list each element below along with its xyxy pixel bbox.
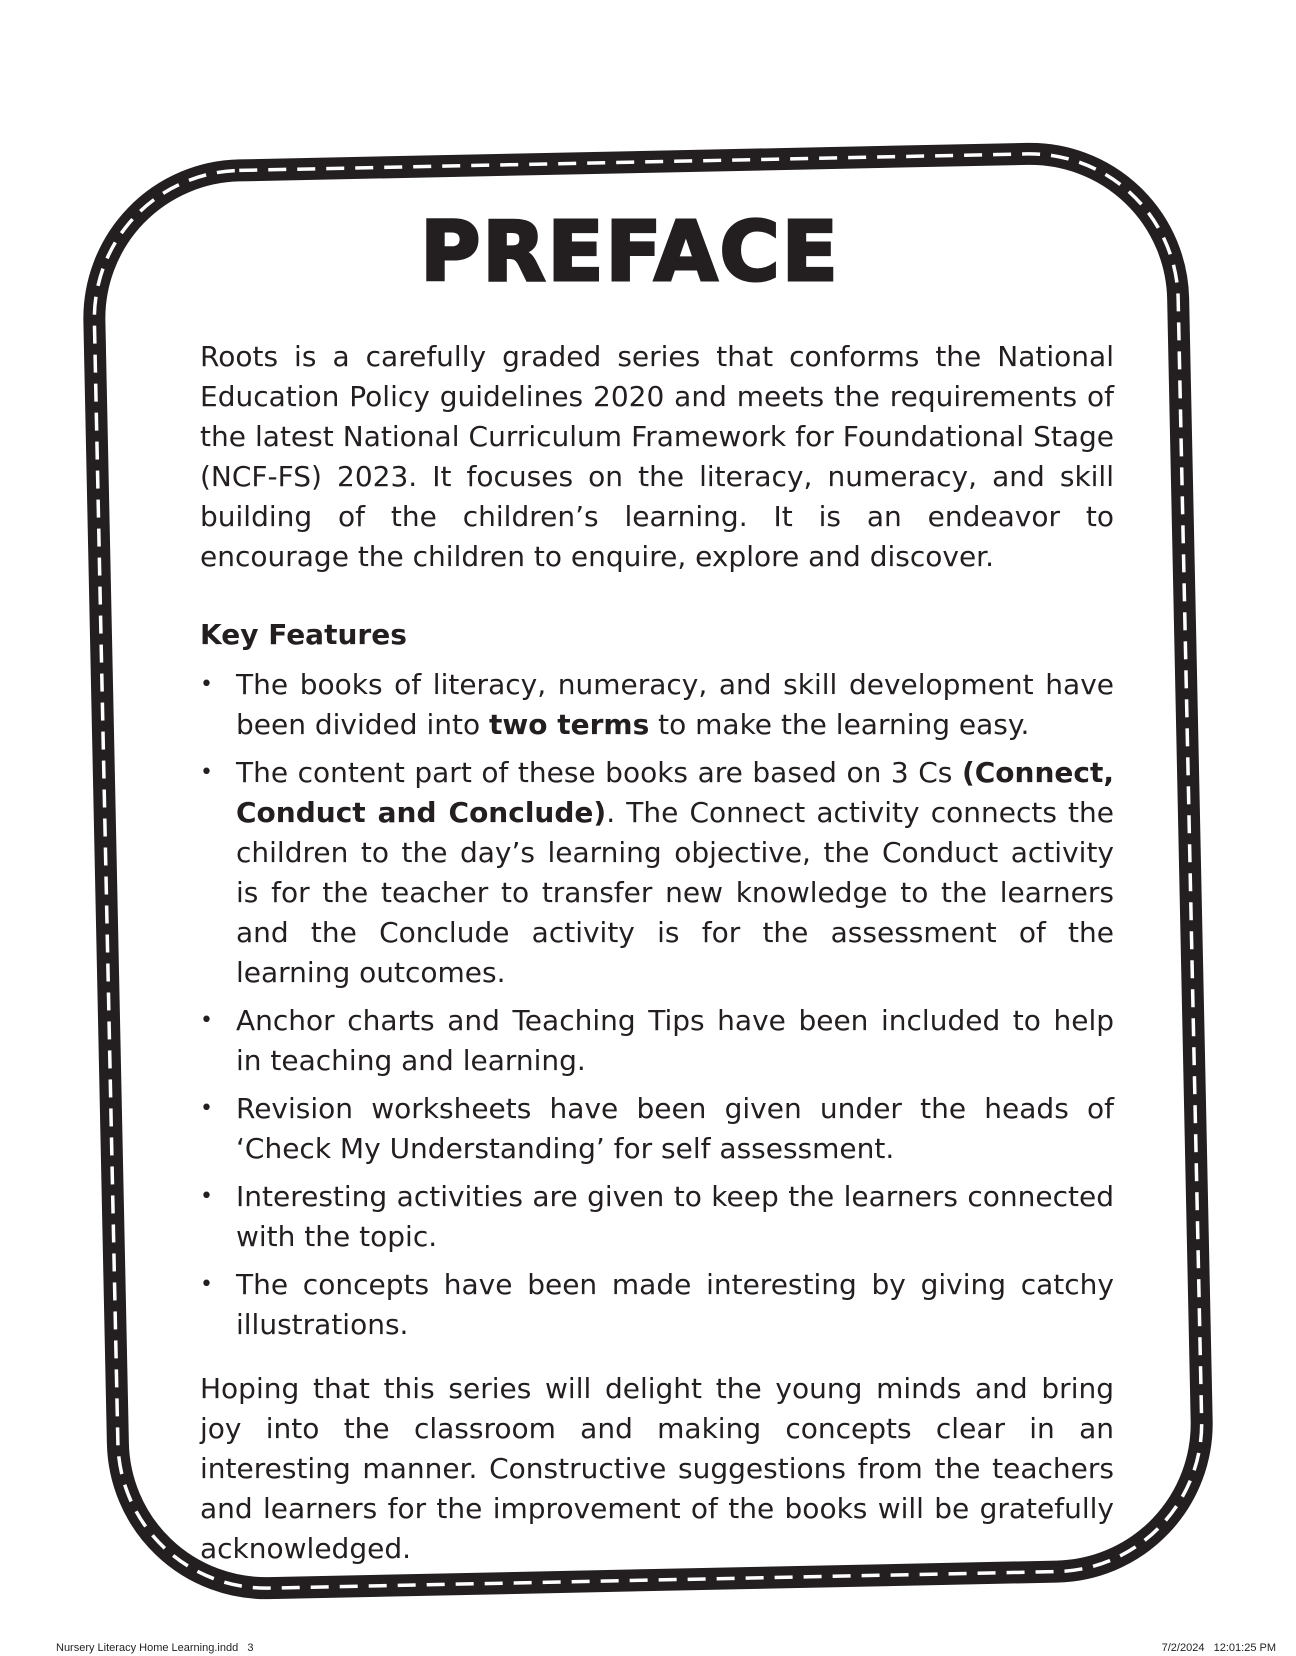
feature-text: The content part of these books are based on 3 Cs: [236, 756, 962, 789]
list-item: [200, 1177, 1114, 1257]
feature-text: Revision worksheets have been given under the heads of ‘Check My Understanding’ for self assessment.: [236, 1092, 1114, 1165]
feature-text: . The Connect activity connects the children to the day’s learning objective, the Conduct activity is for the teacher to transfer new knowledge to the learners and the Conclude activity is for the assessment of the learning outcomes.: [236, 796, 1114, 989]
print-slug-filename: Nursery Literacy Home Learning.indd 3: [56, 1642, 254, 1654]
intro-paragraph: Roots is a carefully graded series that conforms the National Education Policy guidelines 2020 and meets the requirements of the latest National Curriculum Framework for Foundational Stage (NCF-FS) 2023. It focuses on the literacy, numeracy, and skill building of the children’s learning. It is an endeavor to encourage the children to enquire, explore and discover.: [200, 340, 1114, 573]
feature-text: Interesting activities are given to keep the learners connected with the topic.: [236, 1180, 1114, 1253]
feature-text: The concepts have been made interesting by giving catchy illustrations.: [236, 1268, 1114, 1341]
preface-body: [200, 337, 1114, 1569]
bullet-icon: •: [200, 1272, 213, 1297]
list-item: [200, 753, 1114, 993]
feature-emphasis: two terms: [488, 708, 650, 741]
list-item: [200, 665, 1114, 745]
bullet-icon: •: [200, 1008, 213, 1033]
list-item: [200, 1089, 1114, 1169]
print-slug-timestamp: 7/2/2024 12:01:25 PM: [1161, 1642, 1276, 1654]
key-features-list: [200, 665, 1114, 1345]
bullet-icon: •: [200, 1096, 213, 1121]
feature-text: Anchor charts and Teaching Tips have been included to help in teaching and learning.: [236, 1004, 1114, 1077]
feature-text: to make the learning easy.: [649, 708, 1030, 741]
bullet-icon: •: [200, 760, 213, 785]
bullet-icon: •: [200, 1184, 213, 1209]
key-features-heading: Key Features: [200, 618, 407, 651]
bullet-icon: •: [200, 672, 213, 697]
page-title: PREFACE: [420, 205, 840, 300]
list-item: [200, 1265, 1114, 1345]
feature-text: The books of literacy, numeracy, and skill development have been divided into: [236, 668, 1114, 741]
list-item: [200, 1001, 1114, 1081]
feature-emphasis: (Connect, Conduct and Conclude): [236, 756, 1114, 829]
closing-paragraph: Hoping that this series will delight the young minds and bring joy into the classroom and making concepts clear in an interesting manner. Constructive suggestions from the teachers and learners for the improvement of the books will be gratefully acknowledged.: [200, 1372, 1114, 1565]
